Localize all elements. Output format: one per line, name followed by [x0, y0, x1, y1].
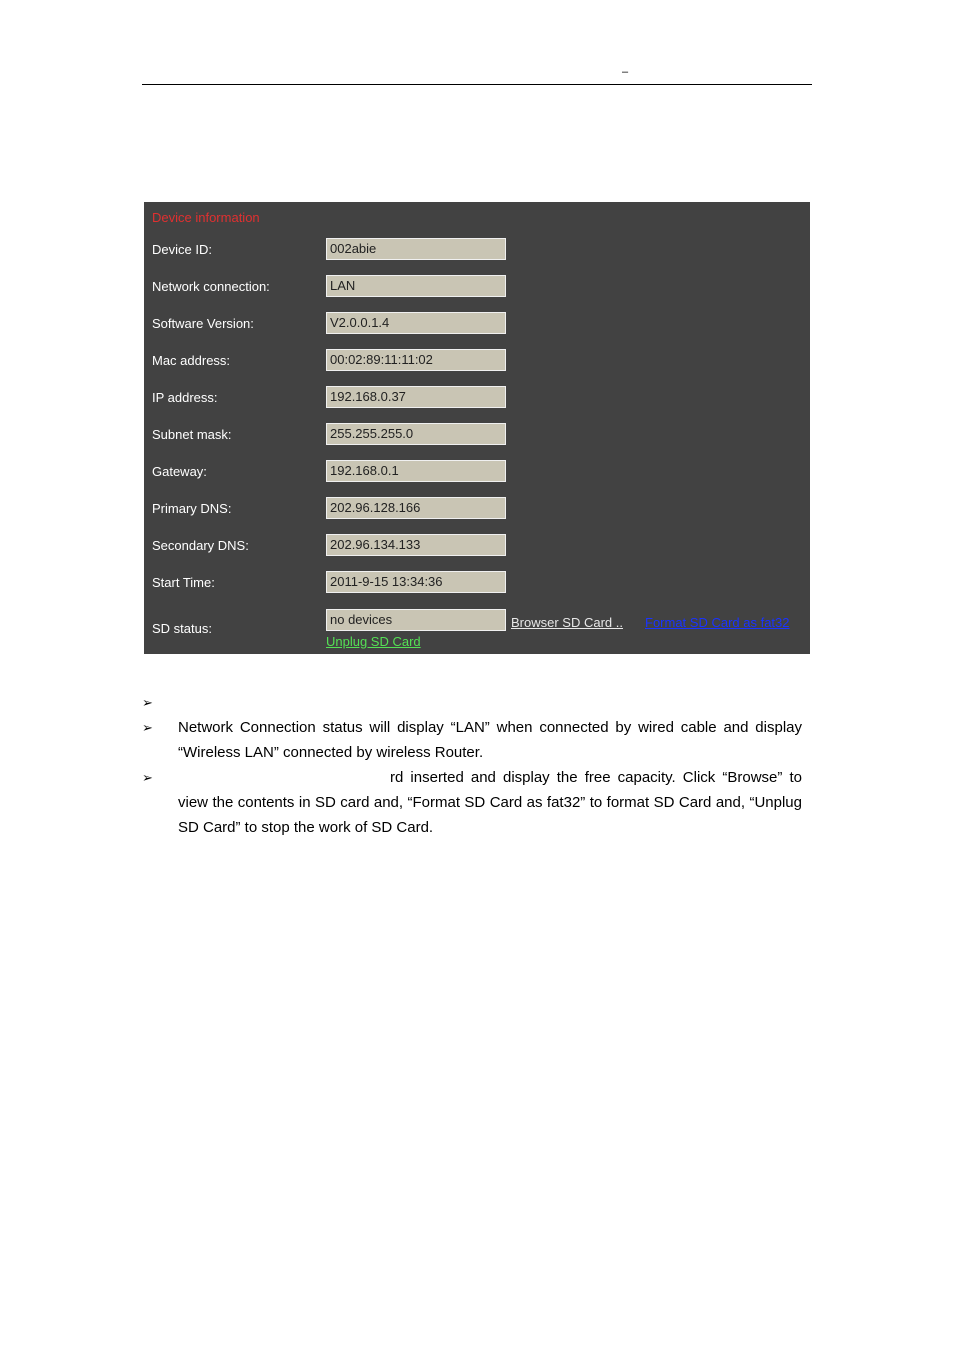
row-network-connection [144, 275, 810, 301]
start-time-field[interactable]: 2011-9-15 13:34:36 [326, 571, 506, 593]
subnet-mask-field[interactable]: 255.255.255.0 [326, 423, 506, 445]
secondary-dns-field[interactable]: 202.96.134.133 [326, 534, 506, 556]
row-gateway [144, 460, 810, 486]
subnet-mask-label: Subnet mask: [152, 427, 232, 442]
row-secondary-dns [144, 534, 810, 560]
secondary-dns-label: Secondary DNS: [152, 538, 249, 553]
bullet-list [142, 690, 802, 840]
bullet-text [178, 690, 802, 715]
header-mark: – [622, 66, 629, 78]
arrow-bullet-icon: ➢ [142, 695, 153, 710]
device-id-label: Device ID: [152, 242, 212, 257]
bullet-text: rd inserted and display the free capacity. Click “Browse” to view the contents in SD card and, “Format SD Card as fat32” to format SD Card and, “Unplug SD Card” to stop the work of SD Card. [178, 769, 802, 836]
row-start-time [144, 571, 810, 597]
header-rule [142, 84, 812, 85]
row-subnet-mask [144, 423, 810, 449]
row-ip-address [144, 386, 810, 412]
format-sd-card-link[interactable]: Format SD Card as fat32 [645, 615, 790, 630]
mac-address-field[interactable]: 00:02:89:11:11:02 [326, 349, 506, 371]
panel-title: Device information [152, 210, 260, 225]
row-primary-dns [144, 497, 810, 523]
network-connection-label: Network connection: [152, 279, 270, 294]
gateway-label: Gateway: [152, 464, 207, 479]
software-version-field[interactable]: V2.0.0.1.4 [326, 312, 506, 334]
device-id-field[interactable]: 002abie [326, 238, 506, 260]
arrow-bullet-icon: ➢ [142, 720, 153, 735]
bullet-item [142, 690, 802, 715]
ip-address-field[interactable]: 192.168.0.37 [326, 386, 506, 408]
ip-address-label: IP address: [152, 390, 218, 405]
sd-status-label: SD status: [152, 621, 212, 636]
start-time-label: Start Time: [152, 575, 215, 590]
primary-dns-label: Primary DNS: [152, 501, 232, 516]
software-version-label: Software Version: [152, 316, 254, 331]
unplug-sd-card-link[interactable]: Unplug SD Card [326, 634, 421, 649]
device-info-panel [144, 202, 810, 654]
bullet-item [142, 715, 802, 765]
bullet-item [142, 765, 802, 840]
row-mac-address [144, 349, 810, 375]
bullet-text: Network Connection status will display “LAN” when connected by wired cable and display “Wireless LAN” connected by wireless Router. [178, 719, 802, 761]
row-software-version [144, 312, 810, 338]
primary-dns-field[interactable]: 202.96.128.166 [326, 497, 506, 519]
row-device-id [144, 238, 810, 264]
mac-address-label: Mac address: [152, 353, 231, 368]
gateway-field[interactable]: 192.168.0.1 [326, 460, 506, 482]
network-connection-field[interactable]: LAN [326, 275, 506, 297]
sd-status-field[interactable]: no devices [326, 609, 506, 631]
arrow-bullet-icon: ➢ [142, 770, 153, 785]
browser-sd-card-link[interactable]: Browser SD Card .. [511, 615, 623, 630]
